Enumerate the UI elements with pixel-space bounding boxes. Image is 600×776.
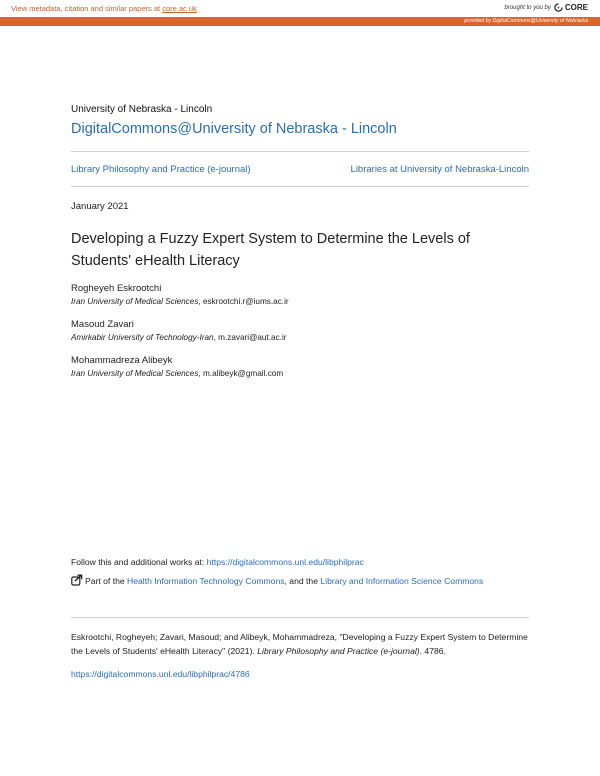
author-affiliation — [71, 297, 289, 306]
author-affiliation — [71, 333, 287, 342]
libraries-link[interactable]: Libraries at University of Nebraska-Lincoln — [350, 164, 529, 175]
series-link[interactable]: Library Philosophy and Practice (e-journal) — [71, 164, 251, 175]
author-email: , eskrootchi.r@iums.ac.ir — [198, 297, 289, 306]
commons-link-library-science[interactable]: Library and Information Science Commons — [320, 576, 484, 586]
share-icon[interactable] — [71, 574, 83, 586]
repository-link[interactable]: DigitalCommons@University of Nebraska - Lincoln — [71, 121, 397, 137]
article-title: Developing a Fuzzy Expert System to Determine the Levels of Students' eHealth Literacy — [71, 231, 470, 269]
provider-bar — [0, 17, 600, 26]
affiliation-name: Iran University of Medical Sciences — [71, 369, 199, 378]
author-name: Masoud Zavari — [71, 319, 134, 330]
brought-by-text: brought to you by — [504, 4, 551, 11]
author-email: , m.alibeyk@gmail.com — [198, 369, 284, 378]
core-banner — [0, 0, 600, 17]
follow-url[interactable]: https://digitalcommons.unl.edu/libphilprac — [206, 557, 364, 567]
citation-text: Eskrootchi, Rogheyeh; Zavari, Masoud; and Alibeyk, Mohammadreza, "Developing a Fuzzy Expert System to Determine the Levels of Students' eHealth Literacy" (2021). — [71, 632, 528, 656]
brought-to-you — [505, 3, 589, 12]
university-name: University of Nebraska - Lincoln — [71, 104, 213, 115]
affiliation-name: Iran University of Medical Sciences — [71, 297, 199, 306]
author-email: , m.zavari@aut.ac.ir — [213, 333, 287, 342]
provided-by-text: provided by DigitalCommons@University of Nebraska — [464, 18, 588, 24]
author-name: Mohammadreza Alibeyk — [71, 355, 173, 366]
divider — [71, 617, 529, 618]
divider — [71, 151, 529, 152]
follow-line — [71, 557, 364, 567]
core-logo-icon — [554, 3, 563, 12]
core-label: CORE — [564, 3, 588, 12]
metadata-notice — [11, 4, 197, 13]
part-of-line — [71, 573, 531, 589]
affiliation-name: Amirkabir University of Technology-Iran — [71, 333, 214, 342]
citation-journal: Library Philosophy and Practice (e-journal) — [257, 645, 420, 656]
core-logo[interactable] — [554, 3, 588, 12]
follow-text: Follow this and additional works at: — [71, 557, 207, 567]
part-of-prefix: Part of the — [85, 576, 128, 586]
and-the-text: , and the — [284, 576, 321, 586]
publication-date: January 2021 — [71, 201, 129, 212]
author-name: Rogheyeh Eskrootchi — [71, 283, 162, 294]
core-link[interactable]: core.ac.uk — [162, 4, 197, 13]
citation-url[interactable]: https://digitalcommons.unl.edu/libphilprac/4786 — [71, 669, 250, 679]
recommended-citation — [71, 631, 531, 658]
commons-link-health-it[interactable]: Health Information Technology Commons — [127, 576, 285, 586]
author-affiliation — [71, 369, 283, 378]
metadata-prefix: View metadata, citation and similar papers at — [11, 4, 163, 13]
divider — [71, 186, 529, 187]
citation-number: . 4786. — [419, 645, 446, 656]
